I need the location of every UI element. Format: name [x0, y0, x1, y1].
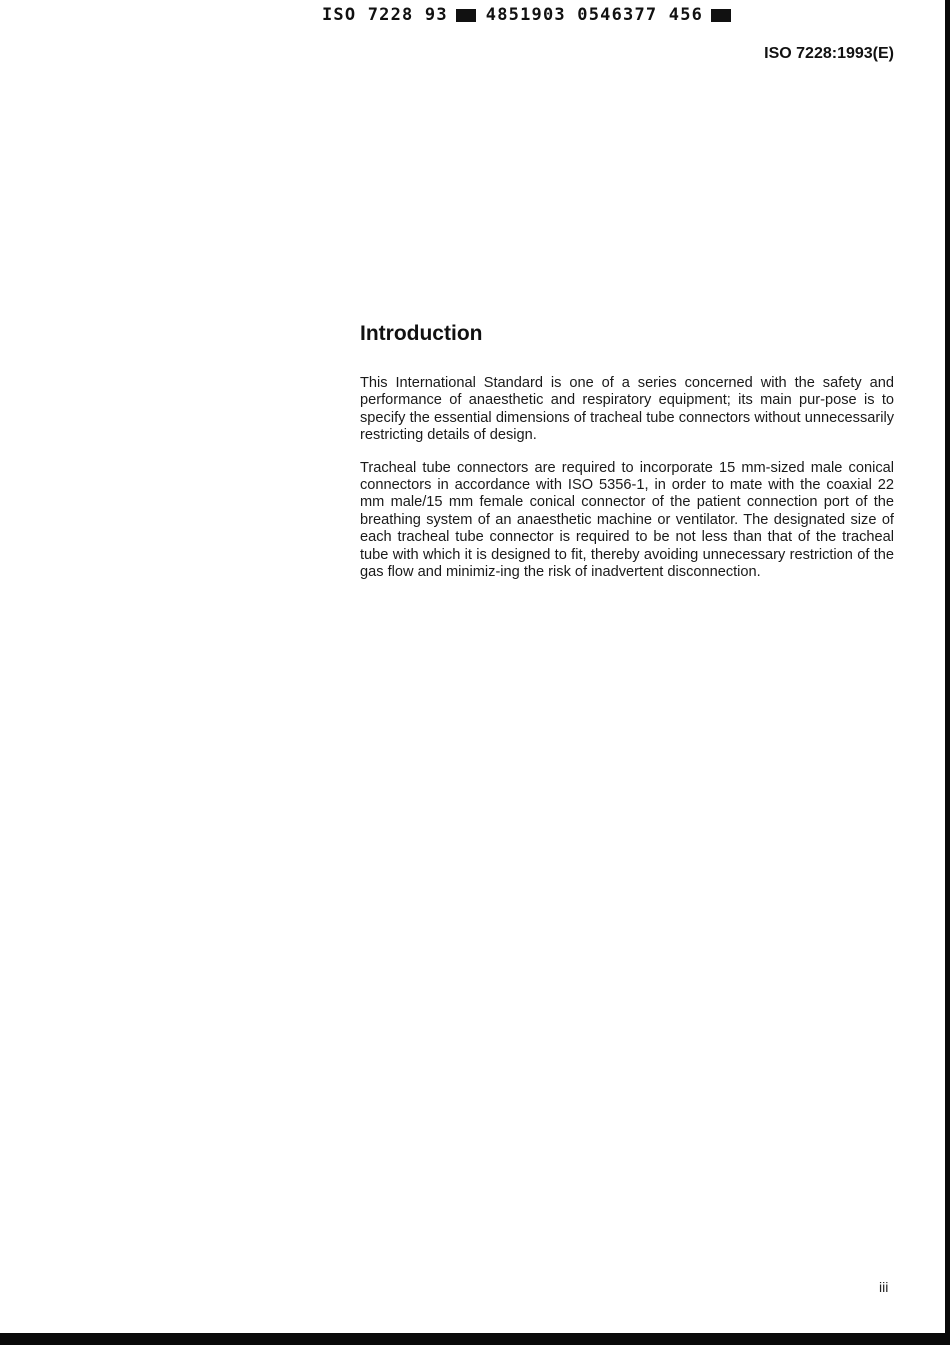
paragraph-1: This International Standard is one of a series concerned with the safety and performance of anaesthetic and respiratory equipment; its main pur-pose is to specify the essential dimensions of tracheal tube connectors without unnecessarily restricting details of design. — [360, 375, 894, 444]
barcode-block-mark — [456, 9, 476, 22]
scan-edge-right — [945, 0, 950, 1345]
introduction-section — [360, 322, 894, 596]
barcode-left-text: ISO 7228 93 — [322, 5, 448, 25]
barcode-right-text: 4851903 0546377 456 — [485, 5, 704, 25]
page-number: iii — [879, 1279, 889, 1295]
paragraph-2: Tracheal tube connectors are required to incorporate 15 mm-sized male conical connectors in accordance with ISO 5356-1, in order to mate with the coaxial 22 mm male/15 mm female conical connector of the patient connection port of the breathing system of an anaesthetic machine or ventilator. The designated size of each tracheal tube connector is required to be not less than that of the tracheal tube with which it is designed to fit, thereby avoiding unnecessary restriction of the gas flow and minimiz-ing the risk of inadvertent disconnection. — [360, 459, 894, 581]
section-title: Introduction — [360, 322, 483, 345]
document-reference: ISO 7228:1993(E) — [764, 45, 894, 62]
scan-edge-bottom — [0, 1333, 950, 1345]
barcode-line — [322, 4, 741, 26]
barcode-block-mark-end — [711, 9, 731, 22]
